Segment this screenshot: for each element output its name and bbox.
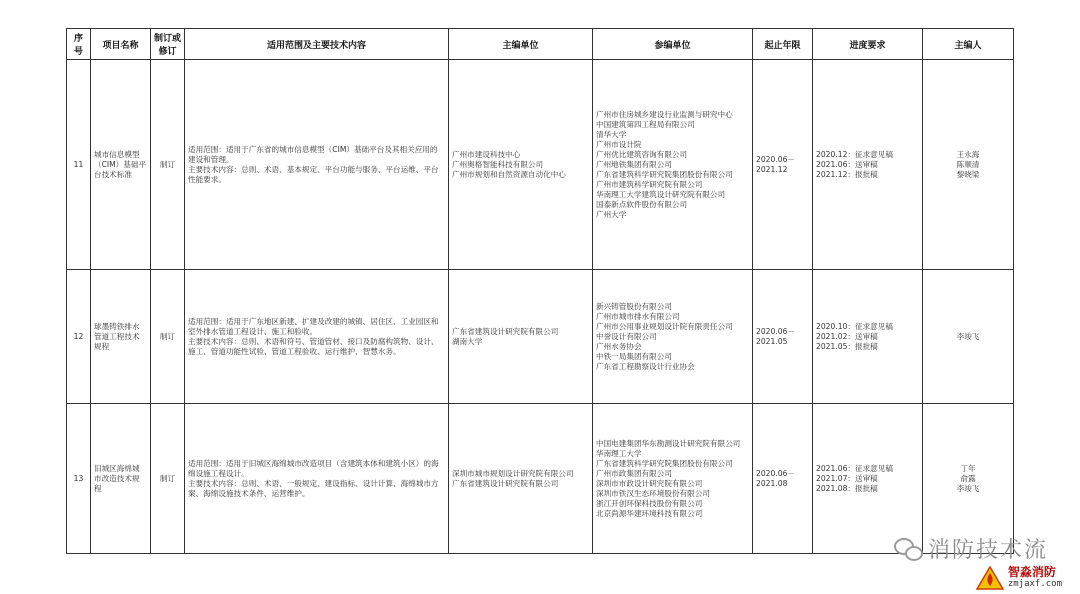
row-participants: 新兴铸管股份有限公司 广州市城市排水有限公司 广州市公用事业规划设计院有限责任公司 中誉设计有限公司 广州水务协会 中铁一局集团有限公司 广东省工程勘察设计行业协会 xyxy=(593,270,753,404)
flame-logo-icon xyxy=(975,566,1005,590)
row-editor: 王永海 陈顺清 黎晓梁 xyxy=(923,60,1014,270)
row-progress: 2020.10：征求意见稿 2021.02：送审稿 2021.05：报批稿 xyxy=(813,270,923,404)
watermark-text: 消防技术流 xyxy=(927,538,1048,563)
table-row xyxy=(67,404,1014,554)
row-type: 制订 xyxy=(151,404,185,554)
wechat-icon xyxy=(894,538,922,560)
row-progress: 2020.12：征求意见稿 2021.06：送审稿 2021.12：报批稿 xyxy=(813,60,923,270)
row-name: 旧城区海绵城市改造技术规程 xyxy=(91,404,151,554)
row-seq: 12 xyxy=(67,270,91,404)
row-participants: 中国电建集团华东勘测设计研究院有限公司 华南理工大学 广东省建筑科学研究院集团股份有限公司 广州市政集团有限公司 深圳市市政设计研究院有限公司 深圳市铁汉生态环境股份有限公司 浙江开创环保科技股份有限公司 北京尚源华建环境科技有限公司 xyxy=(593,404,753,554)
row-scope: 适用范围：适用于广东省的城市信息模型（CIM）基础平台及其相关应用的建设和管理。 主要技术内容：总则、术语、基本规定、平台功能与服务、平台运维、平台性能要求。 xyxy=(185,60,449,270)
row-period: 2020.06－2021.08 xyxy=(753,404,813,554)
table-row xyxy=(67,60,1014,270)
row-type: 制订 xyxy=(151,60,185,270)
header-lead: 主编单位 xyxy=(449,29,593,60)
site-logo xyxy=(975,566,1062,590)
header-participants: 参编单位 xyxy=(593,29,753,60)
account-watermark xyxy=(894,533,1048,564)
header-name: 项目名称 xyxy=(91,29,151,60)
standards-table xyxy=(66,28,1014,554)
row-period: 2020.06－2021.05 xyxy=(753,270,813,404)
row-participants: 广州市住房城乡建设行业监测与研究中心 中国建筑第四工程局有限公司 清华大学 广州市设计院 广州优比建筑咨询有限公司 广州地铁集团有限公司 广东省建筑科学研究院集团股份有限公司 广州市建筑科学研究院有限公司 华南理工大学建筑设计研究院有限公司 国泰新点软件股份有限公司 广州大学 xyxy=(593,60,753,270)
row-seq: 11 xyxy=(67,60,91,270)
header-scope: 适用范围及主要技术内容 xyxy=(185,29,449,60)
standards-table-sheet xyxy=(66,28,1013,550)
row-name: 球墨铸铁排水管道工程技术规程 xyxy=(91,270,151,404)
header-type: 制订或修订 xyxy=(151,29,185,60)
row-lead: 广东省建筑设计研究院有限公司 湖南大学 xyxy=(449,270,593,404)
row-type: 制订 xyxy=(151,270,185,404)
row-editor: 李竣飞 xyxy=(923,270,1014,404)
row-name: 城市信息模型（CIM）基础平台技术标准 xyxy=(91,60,151,270)
table-row xyxy=(67,270,1014,404)
logo-url: zmjaxf.com xyxy=(1007,579,1062,589)
logo-name: 智淼消防 xyxy=(1007,565,1056,579)
row-seq: 13 xyxy=(67,404,91,554)
row-lead: 深圳市城市规划设计研究院有限公司 广东省建筑设计研究院有限公司 xyxy=(449,404,593,554)
header-period: 起止年限 xyxy=(753,29,813,60)
row-scope: 适用范围：适用于旧城区海绵城市改造项目（含建筑本体和建筑小区）的海绵设施工程设计。 主要技术内容：总则、术语、一般规定、建设指标、设计计算、海绵城市方案、海绵设施技术条件、运营维护。 xyxy=(185,404,449,554)
header-progress: 进度要求 xyxy=(813,29,923,60)
row-progress: 2021.06：征求意见稿 2021.07：送审稿 2021.08：报批稿 xyxy=(813,404,923,554)
header-seq: 序号 xyxy=(67,29,91,60)
row-editor: 丁年 俞露 李竣飞 xyxy=(923,404,1014,554)
header-editor: 主编人 xyxy=(923,29,1014,60)
table-header-row xyxy=(67,29,1014,60)
row-lead: 广州市建设科技中心 广州奥格智能科技有限公司 广州市规划和自然资源自动化中心 xyxy=(449,60,593,270)
row-period: 2020.06－2021.12 xyxy=(753,60,813,270)
row-scope: 适用范围：适用于广东地区新建、扩建及改建的城镇、居住区、工业园区和室外排水管道工程设计、施工和验收。 主要技术内容：总则、术语和符号、管道管材、接口及防腐构筑物、设计、施工、管道功能性试验、管道工程验收、运行维护、智慧水务。 xyxy=(185,270,449,404)
